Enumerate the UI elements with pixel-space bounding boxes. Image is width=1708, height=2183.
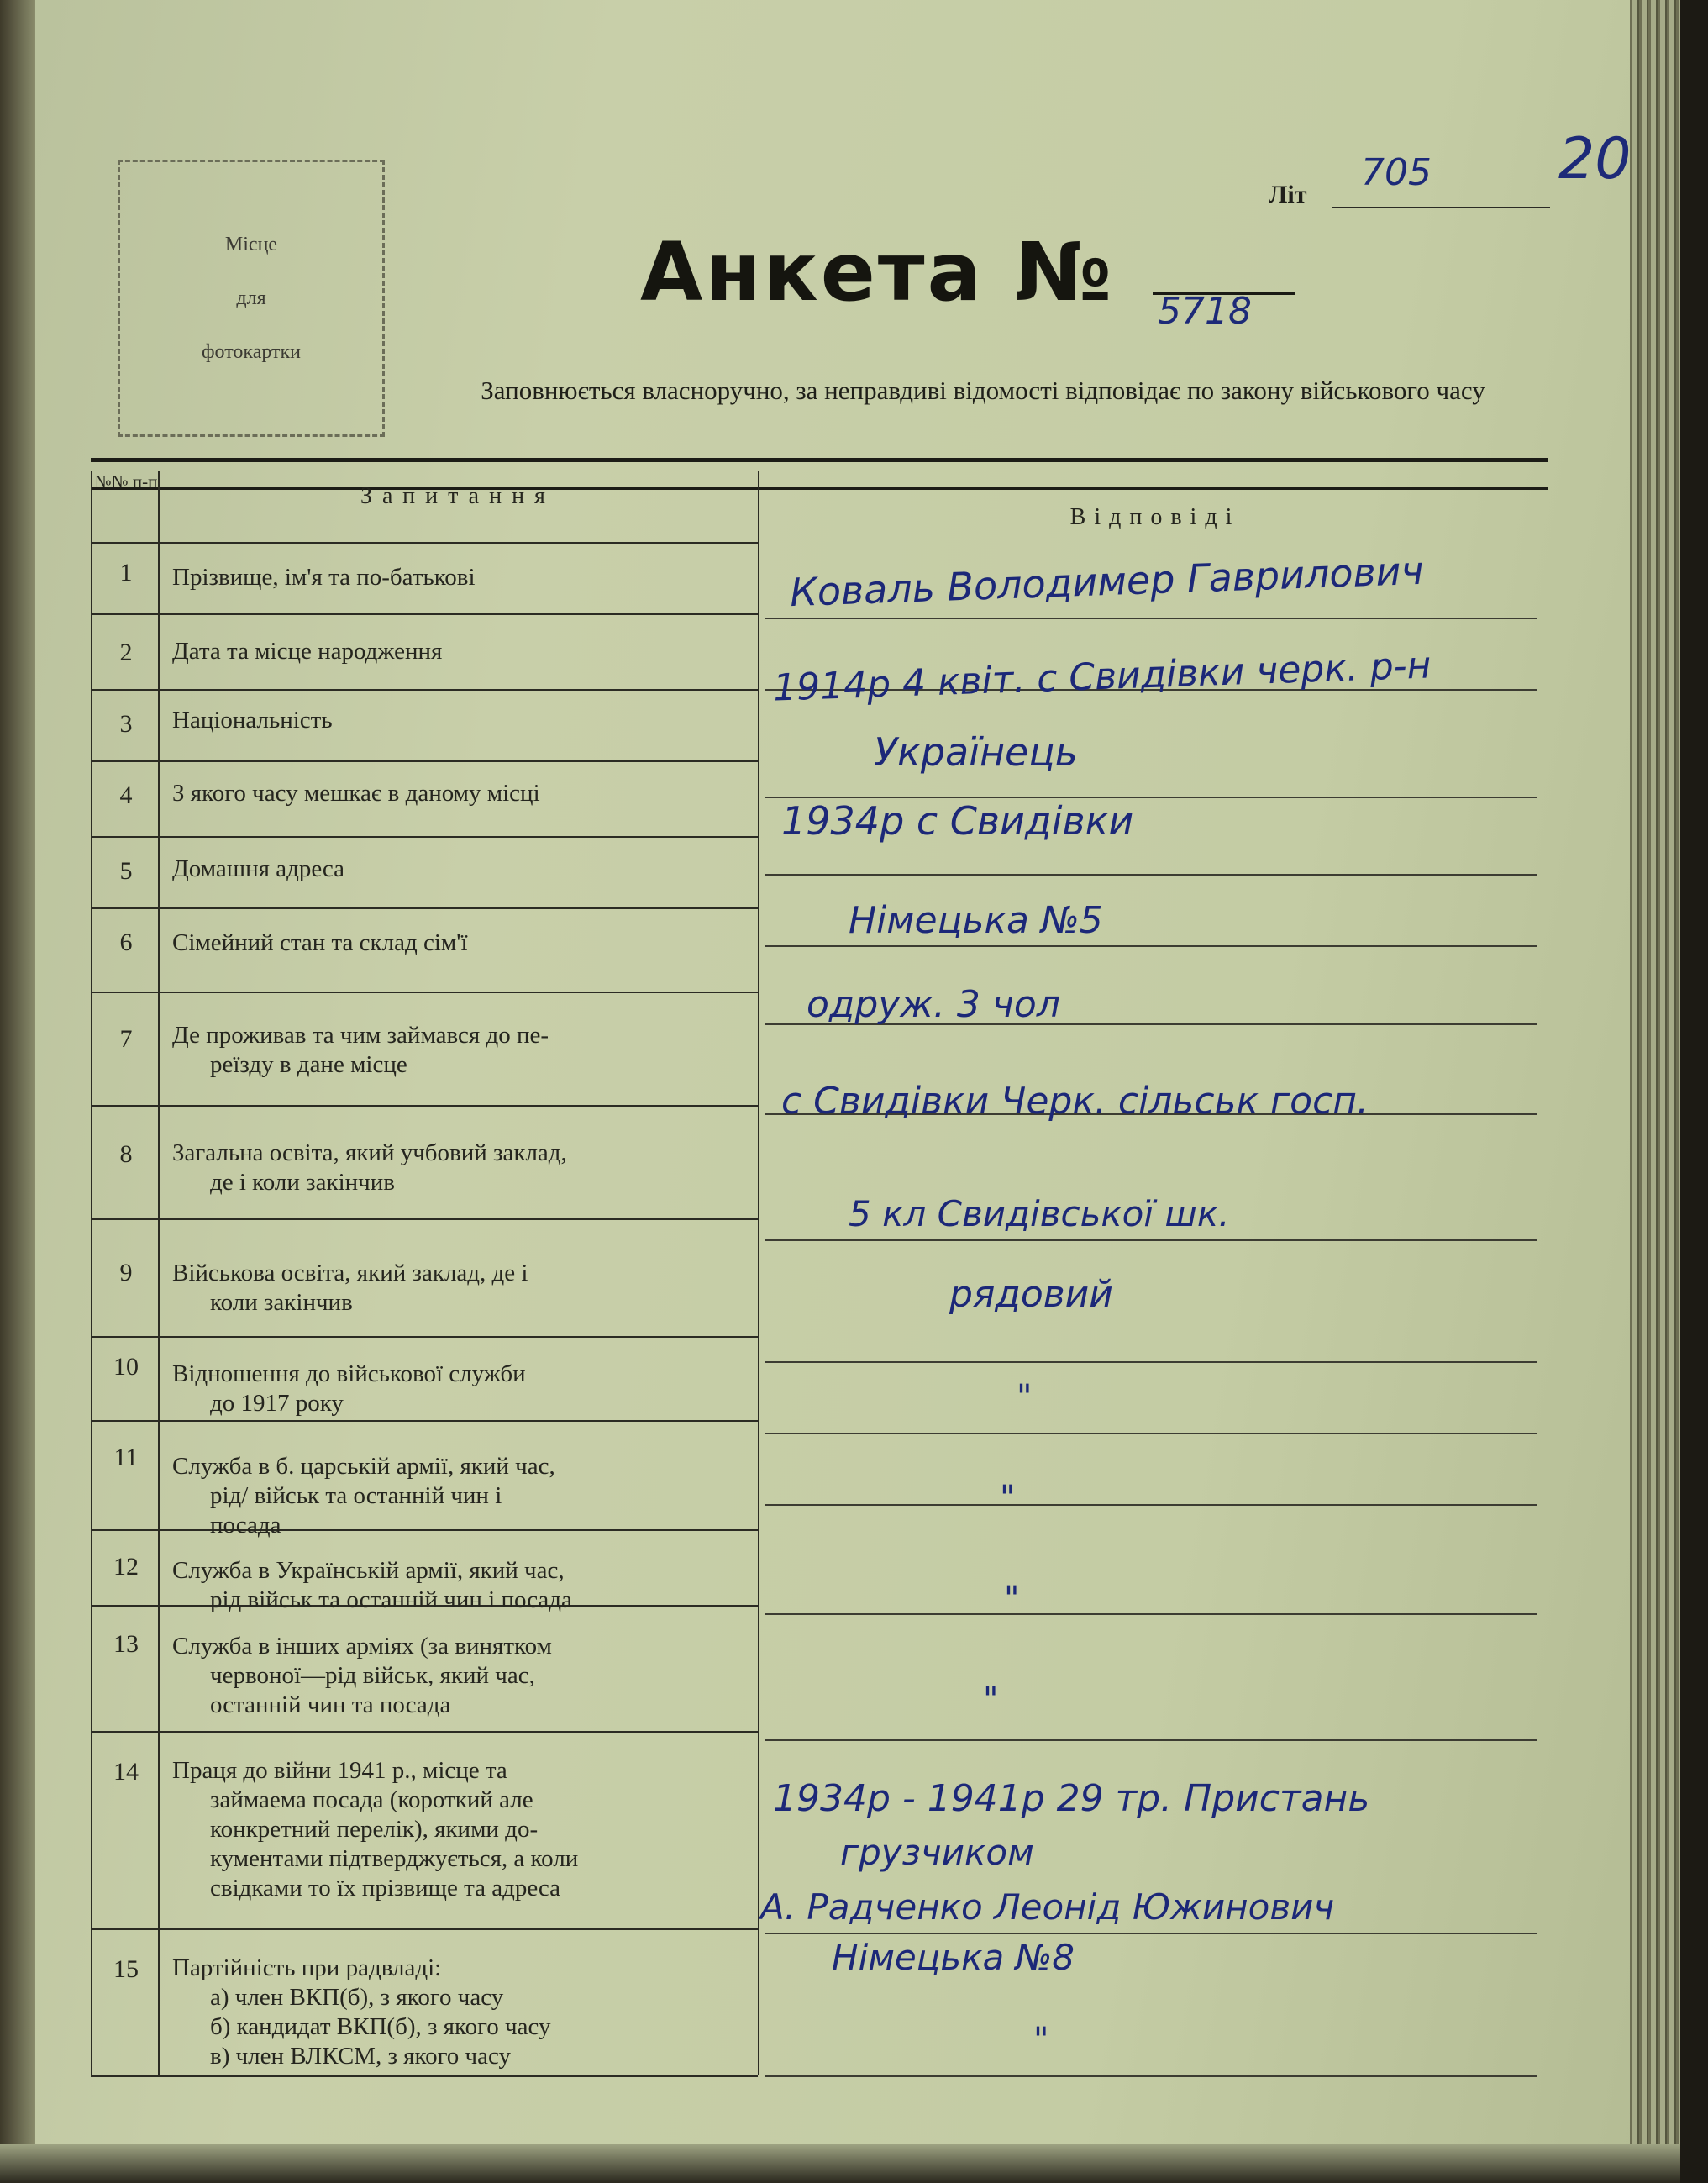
handwritten-answer: "	[1000, 1479, 1016, 1518]
question-line: Дата та місце народження	[172, 638, 443, 665]
row-question	[172, 855, 752, 884]
questionnaire-number: 5718	[1158, 290, 1252, 333]
lit-value: 705	[1361, 151, 1432, 194]
handwritten-answer: с Свидівки Черк. сільськ госп.	[781, 1080, 1369, 1123]
row-number: 11	[113, 1444, 139, 1471]
document-title: Анкета №	[640, 225, 1115, 319]
question-line: З якого часу мешкає в даному місці	[172, 780, 540, 807]
handwritten-answer: грузчиком	[840, 1832, 1034, 1873]
row-number: 15	[113, 1955, 139, 1983]
row-question	[172, 1632, 752, 1720]
question-line: Прізвище, ім'я та по-батькові	[172, 564, 476, 591]
photo-label-line: фотокартки	[201, 341, 302, 363]
handwritten-answer: одруж. 3 чол	[807, 983, 1060, 1026]
row-number: 10	[113, 1353, 139, 1381]
answer-line	[765, 1433, 1537, 1434]
table-row-divider	[91, 836, 758, 838]
question-line: Партійність при радвладі:	[172, 1954, 442, 1981]
row-question	[172, 1021, 752, 1080]
row-question	[172, 779, 752, 808]
question-line: реїзду в дане місце	[210, 1051, 407, 1078]
handwritten-answer: 1914р 4 квіт. с Свидівки черк. р-н	[772, 644, 1432, 710]
handwritten-answer: Німецька №8	[832, 1937, 1075, 1978]
handwritten-answer: А. Радченко Леонід Южинович	[760, 1886, 1335, 1928]
table-column-divider	[91, 471, 92, 2075]
column-header-number: №№ п-п	[94, 471, 158, 492]
handwritten-answer: "	[1004, 1580, 1020, 1618]
lit-label: Літ	[1269, 181, 1307, 208]
table-row-divider	[91, 1105, 758, 1107]
row-number: 13	[113, 1630, 139, 1658]
table-column-divider	[758, 471, 759, 2075]
question-line: коли закінчив	[210, 1289, 353, 1316]
table-row-divider	[91, 613, 758, 615]
answer-line	[765, 945, 1537, 947]
table-row-divider	[91, 1731, 758, 1733]
question-line: до 1917 року	[210, 1390, 344, 1417]
row-question	[172, 1556, 752, 1615]
question-line: Де проживав та чим займався до пе-	[172, 1022, 549, 1049]
lit-underline	[1332, 207, 1550, 208]
handwritten-answer: 1934р - 1941р 29 тр. Пристань	[773, 1777, 1370, 1820]
table-row-divider	[91, 1336, 758, 1338]
answer-line	[765, 618, 1537, 619]
handwritten-answer: 1934р с Свидівки	[781, 798, 1134, 844]
question-line: Служба в інших арміях (за винятком	[172, 1633, 552, 1660]
row-number: 1	[119, 559, 133, 587]
header-rule	[91, 458, 1548, 462]
question-line: Домашня адреса	[172, 855, 345, 882]
column-header-question: Запитання	[360, 483, 555, 509]
table-row-divider	[91, 907, 758, 909]
row-question	[172, 706, 752, 735]
table-row-divider	[91, 992, 758, 993]
question-line: Відношення до військової служби	[172, 1360, 526, 1387]
answer-line	[765, 1933, 1537, 1934]
question-line: б) кандидат ВКП(б), з якого часу	[210, 2013, 551, 2040]
handwritten-answer: "	[983, 1681, 999, 1719]
answer-line	[765, 1739, 1537, 1741]
question-line: а) член ВКП(б), з якого часу	[210, 1984, 504, 2011]
photo-label-line: Місце	[224, 234, 278, 255]
handwritten-answer: "	[1033, 2021, 1049, 2059]
page-edges	[1630, 0, 1680, 2183]
question-line: рід військ та останній чин і посада	[210, 1586, 572, 1613]
answer-line	[765, 1239, 1537, 1241]
table-row-divider	[91, 2075, 758, 2077]
photo-label-line: для	[236, 287, 266, 309]
table-row-divider	[91, 1420, 758, 1422]
question-line: Служба в б. царській армії, який час,	[172, 1453, 555, 1480]
row-number: 7	[119, 1025, 133, 1053]
question-line: де і коли закінчив	[210, 1169, 395, 1196]
handwritten-answer: Коваль Володимер Гаврилович	[789, 547, 1425, 616]
table-column-divider	[158, 471, 160, 2075]
question-line: конкретний перелік), якими до-	[210, 1816, 539, 1843]
table-row-divider	[91, 1928, 758, 1930]
table-row-divider	[91, 689, 758, 691]
row-question	[172, 1452, 752, 1540]
question-line: займаема посада (короткий але	[210, 1786, 533, 1813]
question-line: свідками то їх прізвище та адреса	[210, 1875, 561, 1902]
row-number: 14	[113, 1758, 139, 1786]
question-line: посада	[210, 1512, 281, 1539]
handwritten-answer: рядовий	[949, 1273, 1113, 1316]
row-question	[172, 1756, 752, 1903]
question-line: кументами підтверджується, а коли	[210, 1845, 579, 1872]
answer-line	[765, 874, 1537, 876]
row-question	[172, 563, 752, 592]
question-line: Сімейний стан та склад сім'ї	[172, 929, 468, 956]
answer-line	[765, 1613, 1537, 1615]
document-subtitle: Заповнюється власноручно, за неправдиві відомості відповідає по закону військового часу	[481, 376, 1485, 405]
row-question	[172, 637, 752, 666]
handwritten-answer: 5 кл Свидівської шк.	[849, 1193, 1230, 1234]
question-line: червоної—рід військ, який час,	[210, 1662, 535, 1689]
row-question	[172, 1259, 752, 1318]
row-number: 5	[119, 857, 133, 885]
row-number: 8	[119, 1140, 133, 1168]
row-number: 4	[119, 781, 133, 809]
sheet-number: 20	[1558, 126, 1632, 192]
question-line: рід/ військ та останній чин і	[210, 1482, 502, 1509]
column-header-answer: Відповіді	[1069, 504, 1241, 530]
row-question	[172, 1139, 752, 1197]
handwritten-answer: "	[1017, 1378, 1033, 1417]
row-question	[172, 1954, 752, 2071]
question-line: Служба в Українській армії, який час,	[172, 1557, 565, 1584]
row-number: 3	[119, 710, 133, 738]
answer-line	[765, 1504, 1537, 1506]
page-bottom-edge	[0, 2144, 1680, 2183]
question-line: Національність	[172, 707, 333, 734]
binding-edge	[0, 0, 35, 2183]
row-number: 12	[113, 1553, 139, 1581]
handwritten-answer: Німецька №5	[849, 899, 1103, 942]
row-number: 2	[119, 639, 133, 666]
row-number: 9	[119, 1259, 133, 1286]
question-line: Праця до війни 1941 р., місце та	[172, 1757, 507, 1784]
question-line: Військова освіта, який заклад, де і	[172, 1260, 528, 1286]
table-row-divider	[91, 1218, 758, 1220]
row-number: 6	[119, 928, 133, 956]
question-line: Загальна освіта, який учбовий заклад,	[172, 1139, 567, 1166]
table-row-divider	[91, 542, 758, 544]
answer-line	[765, 1361, 1537, 1363]
row-question	[172, 1360, 752, 1418]
handwritten-answer: Українець	[874, 729, 1078, 775]
photo-placeholder	[118, 160, 385, 437]
question-line: останній чин та посада	[210, 1691, 451, 1718]
answer-line	[765, 2075, 1537, 2077]
table-row-divider	[91, 760, 758, 762]
row-question	[172, 928, 752, 958]
question-line: в) член ВЛКСМ, з якого часу	[210, 2043, 511, 2070]
